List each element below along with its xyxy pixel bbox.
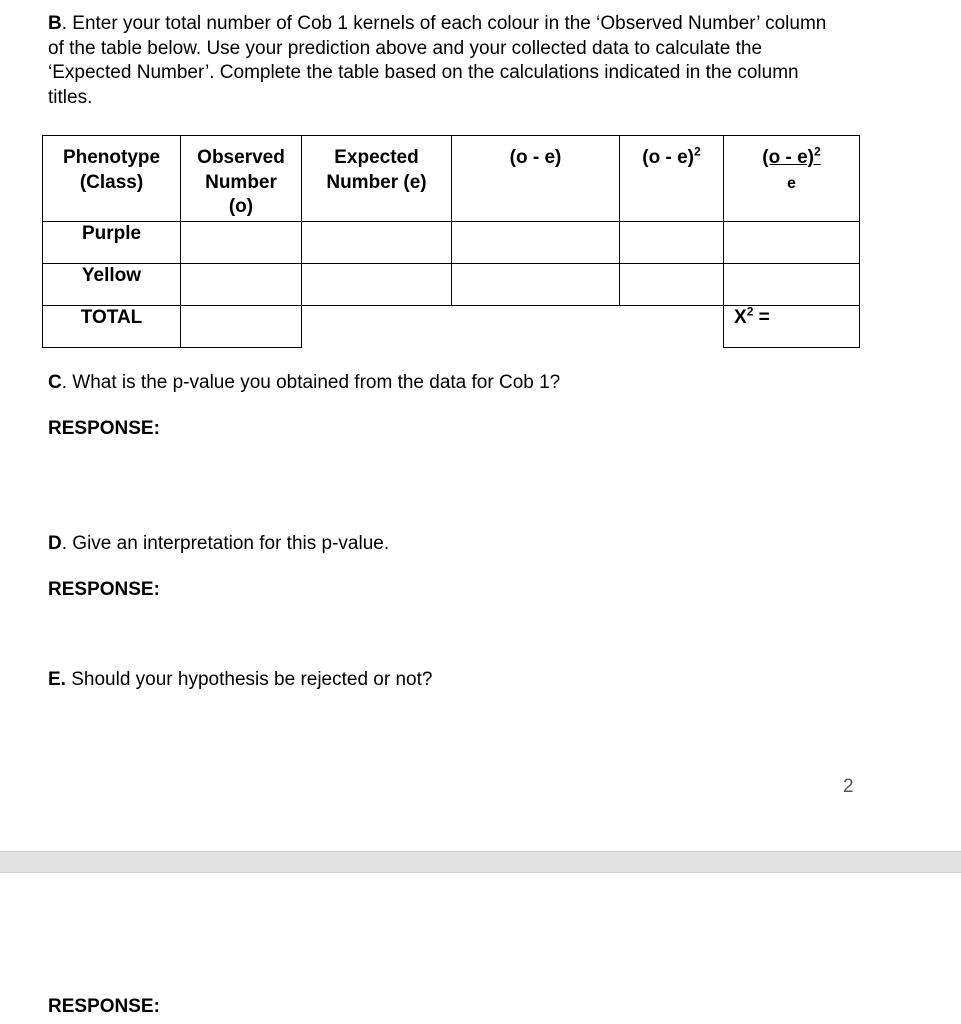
purple-observed-cell[interactable] — [181, 222, 302, 264]
section-e-label: E. — [48, 669, 66, 690]
section-b-text: . Enter your total number of Cob 1 kernels of each colour in the ‘Observed Number’ column of the table below. Use your prediction above and your collected data to calculate the ‘Expected Number’. Complete the table based on the calculations indicated in the column titles. — [48, 13, 827, 108]
yellow-observed-cell[interactable] — [181, 264, 302, 306]
yellow-o-minus-e-cell[interactable] — [452, 264, 620, 306]
purple-o-minus-e-cell[interactable] — [452, 222, 620, 264]
row-label-purple: Purple — [43, 222, 181, 264]
chi-square-total-cell[interactable]: $X^2$ = — [724, 306, 860, 348]
table-header-row — [43, 136, 860, 222]
purple-expected-cell[interactable] — [302, 222, 452, 264]
header-expected: Expected Number (e) — [302, 136, 452, 222]
header-observed: Observed Number (o) — [181, 136, 302, 222]
header-chi-fraction: $\frac{(o - e)^2}{e}$ — [724, 136, 860, 222]
yellow-o-minus-e-sq-cell[interactable] — [620, 264, 724, 306]
section-b-instructions — [48, 12, 838, 110]
section-e-response-label: RESPONSE: — [48, 996, 160, 1017]
row-label-yellow: Yellow — [43, 264, 181, 306]
section-e-question: E. Should your hypothesis be rejected or not? — [48, 669, 433, 690]
purple-o-minus-e-sq-cell[interactable] — [620, 222, 724, 264]
section-c-question: C. What is the p-value you obtained from the data for Cob 1? — [48, 372, 561, 393]
section-c-label: C — [48, 372, 62, 393]
section-d-response-label: RESPONSE: — [48, 579, 160, 600]
page-break-divider — [0, 851, 961, 873]
table-row-total — [43, 306, 860, 348]
section-c-response-label: RESPONSE: — [48, 418, 160, 439]
purple-chi-cell[interactable] — [724, 222, 860, 264]
section-d-label: D — [48, 533, 62, 554]
total-observed-cell[interactable] — [181, 306, 302, 348]
row-label-total: TOTAL — [43, 306, 181, 348]
chi-square-table — [42, 135, 860, 348]
header-phenotype: Phenotype (Class) — [43, 136, 181, 222]
section-d-question: D. Give an interpretation for this p-value. — [48, 533, 390, 554]
table-row-purple — [43, 222, 860, 264]
header-o-minus-e-squared: (o - e)$^2$ — [620, 136, 724, 222]
yellow-chi-cell[interactable] — [724, 264, 860, 306]
yellow-expected-cell[interactable] — [302, 264, 452, 306]
page-number: 2 — [843, 776, 854, 797]
header-o-minus-e: (o - e) — [452, 136, 620, 222]
table-row-yellow — [43, 264, 860, 306]
section-b-label: B — [48, 13, 62, 34]
